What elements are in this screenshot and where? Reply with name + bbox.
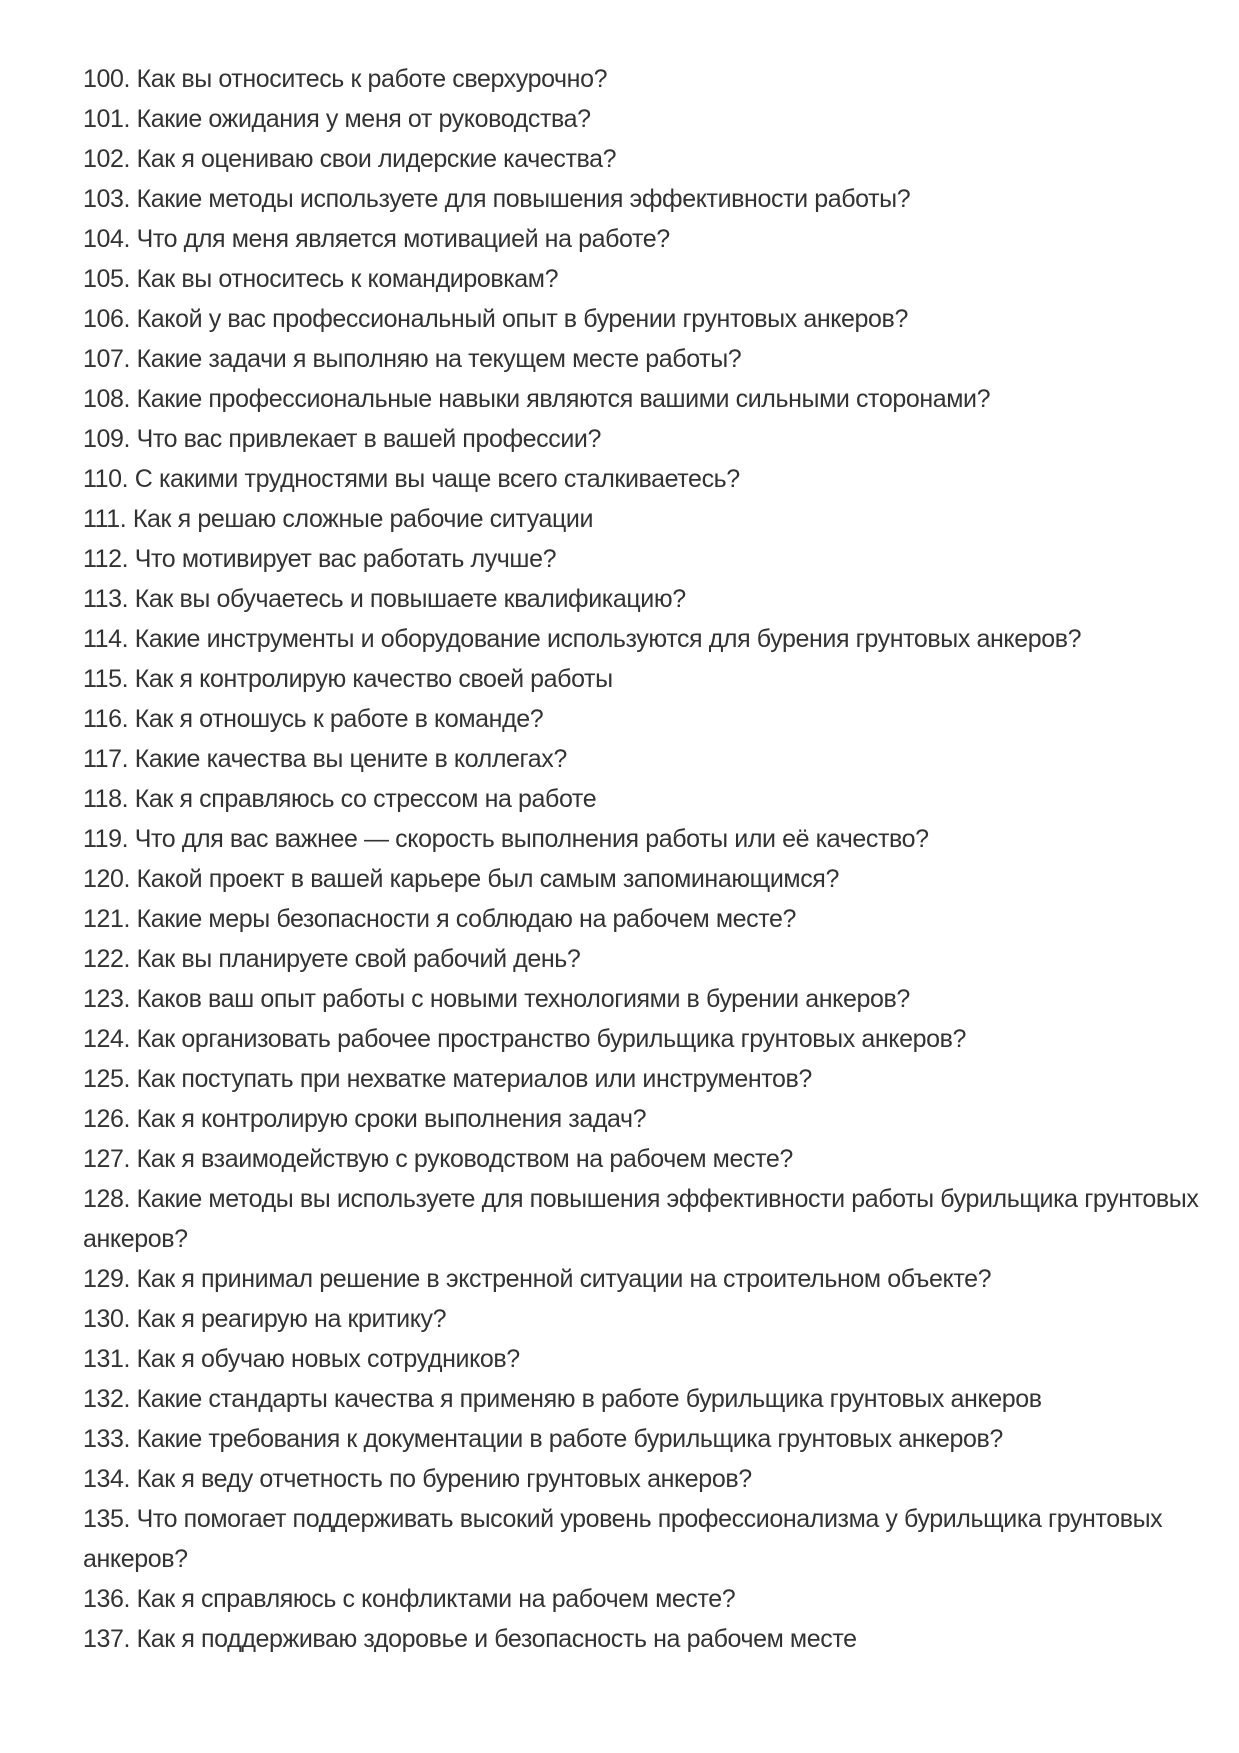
question-item: 109. Что вас привлекает в вашей профессии? xyxy=(83,425,601,453)
question-item: 122. Как вы планируете свой рабочий день? xyxy=(83,945,581,973)
question-item: 116. Как я отношусь к работе в команде? xyxy=(83,705,544,733)
question-list xyxy=(83,59,1203,1659)
question-item: 108. Какие профессиональные навыки являются вашими сильными сторонами? xyxy=(83,385,991,413)
question-item: 133. Какие требования к документации в работе бурильщика грунтовых анкеров? xyxy=(83,1425,1003,1453)
question-item: 101. Какие ожидания у меня от руководства? xyxy=(83,105,591,133)
question-item: 106. Какой у вас профессиональный опыт в бурении грунтовых анкеров? xyxy=(83,305,908,333)
question-item: 121. Какие меры безопасности я соблюдаю на рабочем месте? xyxy=(83,905,797,933)
question-item: 110. С какими трудностями вы чаще всего сталкиваетесь? xyxy=(83,465,740,493)
question-item: 103. Какие методы используете для повышения эффективности работы? xyxy=(83,185,911,213)
question-item: 130. Как я реагирую на критику? xyxy=(83,1305,447,1333)
question-item: 107. Какие задачи я выполняю на текущем месте работы? xyxy=(83,345,742,373)
question-item: 126. Как я контролирую сроки выполнения задач? xyxy=(83,1105,647,1133)
question-item: 135. Что помогает поддерживать высокий уровень профессионализма у бурильщика грунтовых анкеров? xyxy=(83,1505,1163,1573)
question-item: 131. Как я обучаю новых сотрудников? xyxy=(83,1345,520,1373)
question-item: 111. Как я решаю сложные рабочие ситуации xyxy=(83,505,594,533)
question-item: 136. Как я справляюсь с конфликтами на рабочем месте? xyxy=(83,1585,736,1613)
question-item: 117. Какие качества вы цените в коллегах? xyxy=(83,745,567,773)
question-item: 137. Как я поддерживаю здоровье и безопасность на рабочем месте xyxy=(83,1625,857,1653)
question-item: 104. Что для меня является мотивацией на работе? xyxy=(83,225,670,253)
question-item: 115. Как я контролирую качество своей работы xyxy=(83,665,613,693)
question-item: 123. Каков ваш опыт работы с новыми технологиями в бурении анкеров? xyxy=(83,985,910,1013)
question-item: 132. Какие стандарты качества я применяю в работе бурильщика грунтовых анкеров xyxy=(83,1385,1042,1413)
question-item: 129. Как я принимал решение в экстренной ситуации на строительном объекте? xyxy=(83,1265,992,1293)
question-item: 127. Как я взаимодействую с руководством на рабочем месте? xyxy=(83,1145,793,1173)
question-item: 100. Как вы относитесь к работе сверхурочно? xyxy=(83,65,608,93)
question-item: 118. Как я справляюсь со стрессом на работе xyxy=(83,785,597,813)
question-item: 134. Как я веду отчетность по бурению грунтовых анкеров? xyxy=(83,1465,752,1493)
question-item: 105. Как вы относитесь к командировкам? xyxy=(83,265,559,293)
question-item: 124. Как организовать рабочее пространство бурильщика грунтовых анкеров? xyxy=(83,1025,967,1053)
question-item: 113. Как вы обучаетесь и повышаете квалификацию? xyxy=(83,585,686,613)
question-item: 128. Какие методы вы используете для повышения эффективности работы бурильщика грунтовых анкеров? xyxy=(83,1185,1199,1253)
question-item: 114. Какие инструменты и оборудование используются для бурения грунтовых анкеров? xyxy=(83,625,1082,653)
question-item: 102. Как я оцениваю свои лидерские качества? xyxy=(83,145,617,173)
question-item: 112. Что мотивирует вас работать лучше? xyxy=(83,545,557,573)
question-item: 120. Какой проект в вашей карьере был самым запоминающимся? xyxy=(83,865,839,893)
question-item: 119. Что для вас важнее — скорость выполнения работы или её качество? xyxy=(83,825,929,853)
question-item: 125. Как поступать при нехватке материалов или инструментов? xyxy=(83,1065,812,1093)
